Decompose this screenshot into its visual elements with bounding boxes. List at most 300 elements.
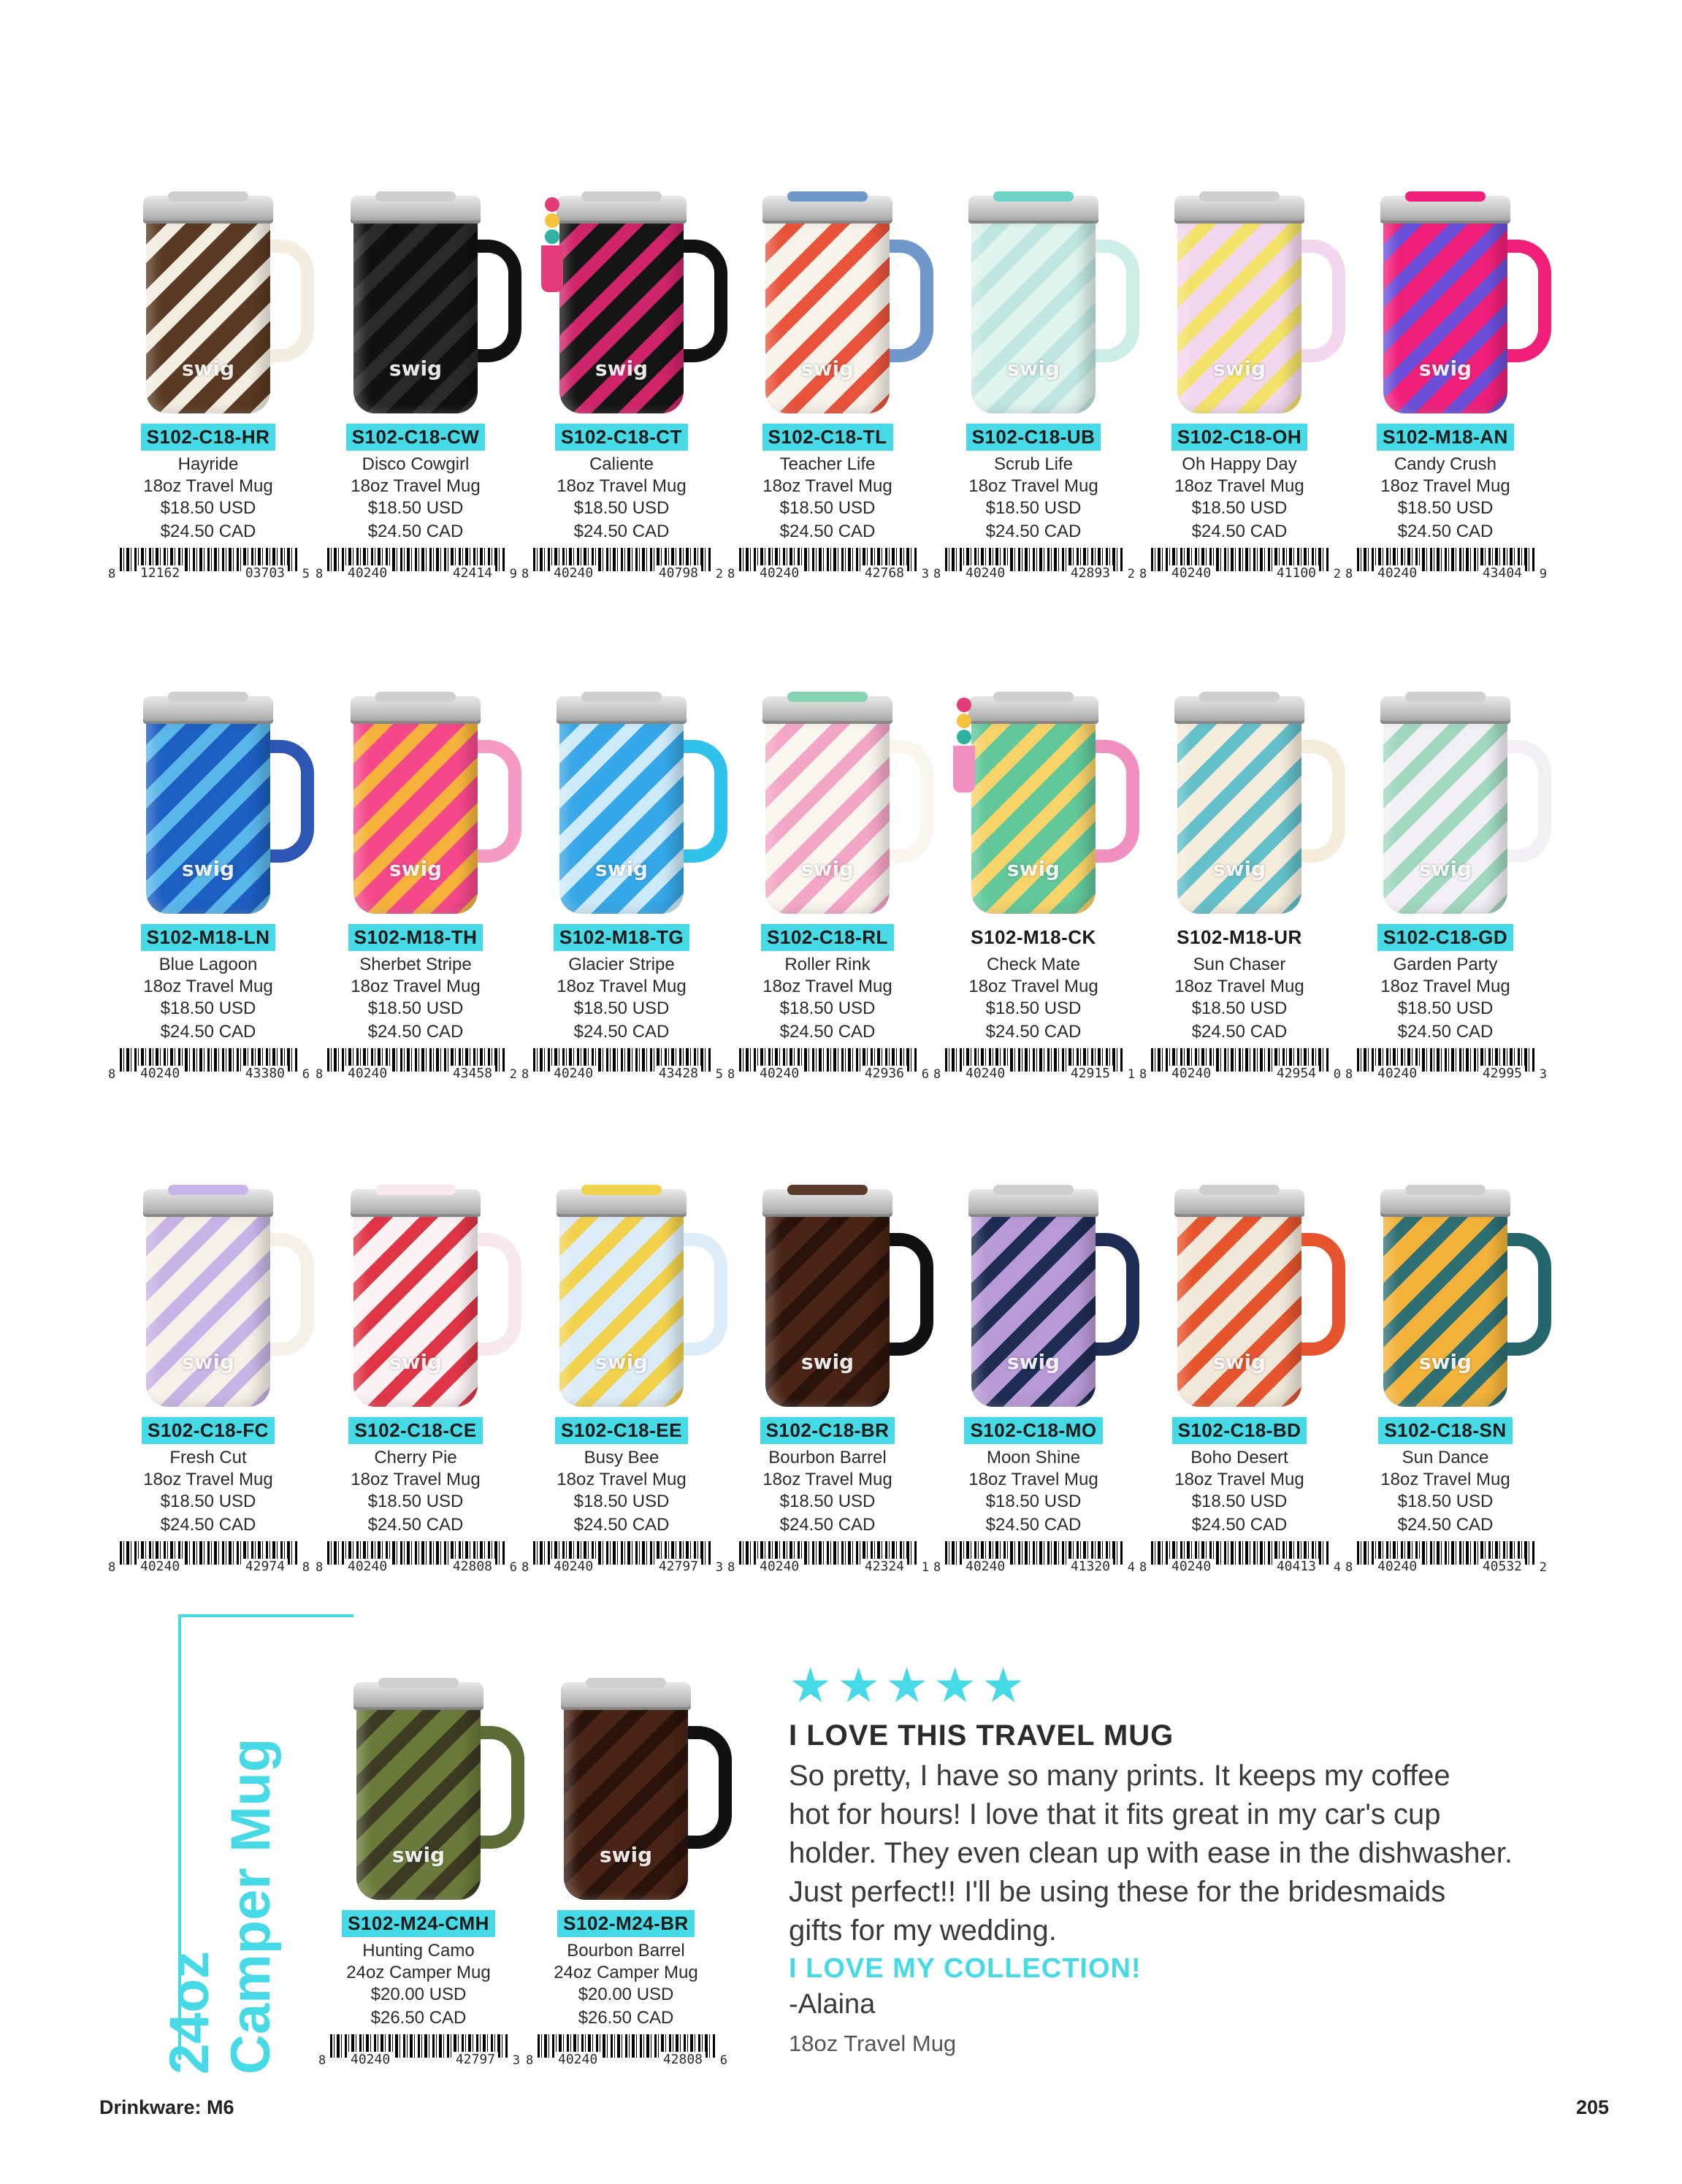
mug-image (102, 183, 314, 424)
price-usd: $18.50 USD (1191, 498, 1288, 518)
barcode-group: 40240 (551, 1559, 596, 1574)
swig-logo: swig (1212, 857, 1266, 881)
barcode-group: 42324 (862, 1559, 907, 1574)
price-cad: $24.50 CAD (1191, 1515, 1288, 1535)
barcode-digits (1169, 565, 1319, 581)
barcode-group: 40798 (656, 565, 701, 581)
product-name: Garden Party (1393, 955, 1498, 974)
product-sku (310, 424, 521, 451)
barcode-group: 42808 (450, 1559, 495, 1574)
barcode-check-digit: 1 (1127, 1067, 1135, 1082)
star-icon: ★ (885, 1657, 929, 1714)
review-body-line: gifts for my wedding. (789, 1914, 1057, 1947)
product-card (1339, 1176, 1551, 1585)
barcode-group: 40240 (137, 1066, 183, 1081)
barcode-group: 42995 (1480, 1066, 1525, 1081)
product-sku (516, 424, 727, 451)
barcode (521, 1048, 723, 1082)
price-cad: $24.50 CAD (985, 522, 1082, 541)
product-card (1134, 1176, 1345, 1585)
mug-image (722, 183, 933, 424)
price-cad: $24.50 CAD (779, 1022, 876, 1042)
barcode-group: 40240 (348, 2052, 393, 2067)
barcode-lead-digit: 8 (727, 1067, 735, 1082)
barcode-check-digit: 6 (921, 1067, 929, 1082)
barcode (1345, 1048, 1547, 1082)
barcode-group: 40240 (963, 1559, 1008, 1574)
review-body-line: So pretty, I have so many prints. It keeps my coffee (789, 1760, 1450, 1792)
product-type: 18oz Travel Mug (1380, 476, 1510, 496)
barcode-check-digit: 5 (715, 1067, 723, 1082)
barcode-group: 42974 (242, 1559, 288, 1574)
barcode (933, 1048, 1135, 1082)
mug-image (928, 1176, 1139, 1417)
review-author: -Alaina (789, 1989, 876, 2020)
review-cta: I LOVE MY COLLECTION! (789, 1953, 1142, 1984)
product-type: 24oz Camper Mug (346, 1963, 491, 1982)
barcode-group: 40413 (1274, 1559, 1319, 1574)
mug-body (356, 1704, 481, 1900)
tassel-fringe (953, 746, 975, 793)
price-usd: $18.50 USD (160, 999, 256, 1018)
lid-slider (1199, 1185, 1280, 1195)
sku-label: S102-C18-MO (964, 1417, 1102, 1444)
mug-body (559, 718, 684, 914)
barcode-lead-digit: 8 (727, 567, 735, 581)
swig-logo: swig (1212, 356, 1266, 381)
barcode-lead-digit: 8 (108, 1560, 116, 1575)
mug-body (765, 1211, 890, 1407)
product-sku (1339, 424, 1551, 451)
mug-image (1339, 683, 1551, 924)
barcode (316, 1541, 517, 1575)
barcode-group: 40240 (137, 1559, 183, 1574)
lid-slider (375, 1185, 456, 1195)
barcode-lead-digit: 8 (318, 2053, 326, 2068)
barcode-group: 40240 (1375, 1066, 1420, 1081)
product-sku (928, 924, 1139, 951)
product-sku (722, 1417, 933, 1444)
lid-slider (787, 692, 868, 702)
sku-label: S102-M18-LN (141, 924, 276, 951)
section-title-line1: 24oz (158, 1951, 221, 2074)
barcode-lead-digit: 8 (933, 567, 941, 581)
barcode-group: 43458 (450, 1066, 495, 1081)
barcode-digits (757, 565, 907, 581)
price-usd: $18.50 USD (367, 999, 464, 1018)
barcode-group: 40240 (345, 1559, 390, 1574)
barcode (108, 1048, 310, 1082)
barcode (1139, 1048, 1341, 1082)
tassel-bead (545, 213, 559, 228)
swig-logo: swig (1418, 1350, 1472, 1374)
swig-logo: swig (389, 356, 443, 381)
barcode-lead-digit: 8 (108, 567, 116, 581)
tassel-fringe (541, 245, 563, 292)
barcode-lead-digit: 8 (1139, 567, 1147, 581)
barcode-check-digit: 4 (1333, 1560, 1341, 1575)
product-card (722, 1176, 933, 1585)
swig-logo: swig (595, 857, 649, 881)
section-title-line2: Camper Mug (220, 1738, 282, 2074)
sku-label: S102-C18-SN (1378, 1417, 1512, 1444)
review-body-line: hot for hours! I love that it fits great in my car's cup (789, 1798, 1441, 1830)
barcode-group: 40240 (1169, 1066, 1214, 1081)
barcode-lead-digit: 8 (521, 1067, 530, 1082)
product-sku (1134, 424, 1345, 451)
product-card (1134, 683, 1345, 1092)
mug-body (765, 218, 890, 413)
barcode-lead-digit: 8 (933, 1067, 941, 1082)
mug-body (971, 218, 1096, 413)
barcode (933, 1541, 1135, 1575)
swig-logo: swig (595, 356, 649, 381)
lid-slider (168, 692, 248, 702)
sku-label: S102-C18-EE (555, 1417, 688, 1444)
price-cad: $24.50 CAD (1397, 522, 1494, 541)
product-card (928, 183, 1139, 592)
footer-section-label: Drinkware: M6 (99, 2096, 234, 2118)
mug-image (102, 683, 314, 924)
product-card (928, 1176, 1139, 1585)
product-sku (1134, 1417, 1345, 1444)
tassel-bead (545, 197, 559, 212)
barcode-digits (551, 1559, 701, 1574)
product-type: 18oz Travel Mug (762, 476, 892, 496)
price-cad: $24.50 CAD (1191, 1022, 1288, 1042)
barcode-digits (1375, 1066, 1525, 1081)
barcode-check-digit: 4 (1127, 1560, 1135, 1575)
mug-body (353, 218, 478, 413)
lid-slider (993, 191, 1074, 202)
swig-logo: swig (389, 857, 443, 881)
product-name: Sherbet Stripe (359, 955, 472, 974)
product-sku (1134, 924, 1345, 951)
barcode-check-digit: 3 (1539, 1067, 1547, 1082)
mug-body (564, 1704, 688, 1900)
price-usd: $18.50 USD (1397, 1492, 1494, 1511)
barcode-check-digit: 2 (1539, 1560, 1547, 1575)
barcode (1139, 548, 1341, 581)
tassel-charm (539, 197, 565, 307)
mug-image (928, 683, 1139, 924)
sku-label: S102-M24-BR (557, 1910, 695, 1937)
camper-product-card (520, 1669, 732, 2078)
mug-body (971, 1211, 1096, 1407)
product-card (722, 683, 933, 1092)
barcode (727, 1541, 929, 1575)
price-usd: $18.50 USD (1397, 999, 1494, 1018)
barcode-lead-digit: 8 (316, 1067, 324, 1082)
price-cad: $24.50 CAD (367, 522, 464, 541)
review-body-line: Just perfect!! I'll be using these for the bridesmaids (789, 1876, 1446, 1908)
barcode-group: 42797 (656, 1559, 701, 1574)
barcode-lead-digit: 8 (1345, 567, 1353, 581)
barcode (727, 1048, 929, 1082)
price-usd: $18.50 USD (160, 1492, 256, 1511)
swig-logo: swig (1006, 857, 1060, 881)
lid-slider (993, 692, 1074, 702)
price-usd: $18.50 USD (779, 498, 876, 518)
lid-slider (1199, 692, 1280, 702)
barcode-digits (757, 1066, 907, 1081)
price-cad: $24.50 CAD (779, 1515, 876, 1535)
star-icon: ★ (982, 1657, 1025, 1714)
product-name: Sun Chaser (1193, 955, 1286, 974)
barcode-group: 40240 (1169, 565, 1214, 581)
sku-label: S102-C18-GD (1377, 924, 1513, 951)
price-cad: $24.50 CAD (779, 522, 876, 541)
mug-body (1383, 718, 1507, 914)
product-card (102, 183, 314, 592)
barcode-check-digit: 2 (1333, 567, 1341, 581)
mug-body (146, 1211, 270, 1407)
product-card (310, 1176, 521, 1585)
product-name: Oh Happy Day (1182, 454, 1297, 474)
product-card (1339, 683, 1551, 1092)
product-name: Teacher Life (779, 454, 876, 474)
sku-label: S102-M18-TG (554, 924, 689, 951)
barcode-digits (963, 1066, 1113, 1081)
barcode-group: 42893 (1068, 565, 1113, 581)
barcode-group: 43380 (242, 1066, 288, 1081)
product-sku (102, 924, 314, 951)
swig-logo: swig (595, 1350, 649, 1374)
price-usd: $18.50 USD (779, 1492, 876, 1511)
tassel-bead (545, 229, 559, 244)
lid-slider (581, 1185, 662, 1195)
barcode-group: 40240 (1375, 1559, 1420, 1574)
mug-body (559, 218, 684, 413)
lid-slider (586, 1678, 666, 1688)
barcode-check-digit: 3 (921, 567, 929, 581)
product-type: 18oz Travel Mug (143, 476, 273, 496)
product-type: 18oz Travel Mug (557, 977, 687, 996)
price-cad: $26.50 CAD (370, 2008, 467, 2028)
barcode-lead-digit: 8 (1345, 1560, 1353, 1575)
product-name: Disco Cowgirl (362, 454, 470, 474)
product-name: Fresh Cut (169, 1448, 247, 1467)
mug-image (520, 1669, 732, 1910)
product-name: Roller Rink (784, 955, 871, 974)
barcode (1139, 1541, 1341, 1575)
barcode-group: 42768 (862, 565, 907, 581)
section-rule-horizontal (178, 1614, 353, 1617)
tassel-bead (957, 698, 971, 712)
mug-image (1134, 183, 1345, 424)
lid-slider (168, 191, 248, 202)
product-type: 18oz Travel Mug (1174, 977, 1304, 996)
barcode-check-digit: 9 (509, 567, 517, 581)
price-cad: $26.50 CAD (578, 2008, 674, 2028)
barcode-check-digit: 3 (512, 2053, 520, 2068)
product-sku (516, 924, 727, 951)
barcode-group: 42797 (453, 2052, 498, 2067)
barcode-group: 12162 (137, 565, 183, 581)
mug-image (516, 1176, 727, 1417)
mug-image (102, 1176, 314, 1417)
barcode-lead-digit: 8 (108, 1067, 116, 1082)
product-sku (102, 424, 314, 451)
price-cad: $24.50 CAD (1397, 1022, 1494, 1042)
swig-logo: swig (391, 1843, 446, 1867)
mug-image (722, 683, 933, 924)
barcode (1345, 548, 1547, 581)
barcode-digits (1375, 565, 1525, 581)
product-name: Moon Shine (986, 1448, 1081, 1467)
mug-image (722, 1176, 933, 1417)
product-type: 18oz Travel Mug (1380, 977, 1510, 996)
price-cad: $24.50 CAD (573, 522, 670, 541)
price-cad: $24.50 CAD (573, 1515, 670, 1535)
product-name: Caliente (589, 454, 654, 474)
swig-logo: swig (389, 1350, 443, 1374)
product-type: 24oz Camper Mug (554, 1963, 698, 1982)
product-type: 18oz Travel Mug (968, 1470, 1098, 1489)
sku-label: S102-M24-CMH (342, 1910, 495, 1937)
star-icon: ★ (933, 1657, 977, 1714)
barcode-group: 42954 (1274, 1066, 1319, 1081)
swig-logo: swig (181, 1350, 235, 1374)
product-name: Hunting Camo (362, 1941, 475, 1960)
mug-body (1383, 1211, 1507, 1407)
section-title-camper-mug (158, 1665, 282, 2074)
swig-logo: swig (1418, 857, 1472, 881)
barcode-check-digit: 6 (509, 1560, 517, 1575)
sku-label: S102-C18-HR (141, 424, 276, 451)
lid-slider (1405, 191, 1486, 202)
barcode-check-digit: 2 (509, 1067, 517, 1082)
barcode-lead-digit: 8 (727, 1560, 735, 1575)
barcode (933, 548, 1135, 581)
product-sku (1339, 924, 1551, 951)
product-name: Hayride (177, 454, 239, 474)
swig-logo: swig (181, 857, 235, 881)
barcode (526, 2034, 727, 2068)
barcode-group: 41100 (1274, 565, 1319, 581)
swig-logo: swig (800, 356, 855, 381)
price-usd: $18.50 USD (985, 1492, 1082, 1511)
barcode (521, 548, 723, 581)
price-cad: $24.50 CAD (1191, 522, 1288, 541)
barcode-lead-digit: 8 (1139, 1067, 1147, 1082)
price-usd: $18.50 USD (985, 999, 1082, 1018)
barcode-group: 40240 (963, 1066, 1008, 1081)
tassel-bead (957, 714, 971, 728)
product-type: 18oz Travel Mug (1174, 476, 1304, 496)
product-name: Boho Desert (1190, 1448, 1288, 1467)
mug-image (928, 183, 1139, 424)
mug-body (1177, 718, 1301, 914)
product-sku (310, 924, 521, 951)
barcode-group: 40240 (345, 1066, 390, 1081)
product-card (310, 683, 521, 1092)
mug-body (353, 718, 478, 914)
product-sku (310, 1417, 521, 1444)
swig-logo: swig (800, 1350, 855, 1374)
product-sku (520, 1910, 732, 1937)
star-icon: ★ (837, 1657, 881, 1714)
sku-label: S102-C18-CW (346, 424, 486, 451)
review-heading: I LOVE THIS TRAVEL MUG (789, 1719, 1174, 1752)
product-card (516, 1176, 727, 1585)
product-card (516, 183, 727, 592)
price-usd: $20.00 USD (578, 1985, 674, 2004)
barcode-group: 42414 (450, 565, 495, 581)
product-card (1134, 183, 1345, 592)
barcode-group: 40240 (551, 565, 596, 581)
barcode-group: 42915 (1068, 1066, 1113, 1081)
barcode-check-digit: 5 (302, 567, 310, 581)
mug-image (310, 183, 521, 424)
barcode-digits (348, 2052, 498, 2067)
barcode-check-digit: 6 (302, 1067, 310, 1082)
tassel-charm (951, 698, 977, 807)
product-type: 18oz Travel Mug (1380, 1470, 1510, 1489)
product-type: 18oz Travel Mug (143, 1470, 273, 1489)
mug-image (313, 1669, 524, 1910)
barcode-group: 40532 (1480, 1559, 1525, 1574)
lid-slider (378, 1678, 459, 1688)
lid-slider (375, 191, 456, 202)
barcode-group: 40240 (757, 1559, 802, 1574)
price-usd: $18.50 USD (1191, 999, 1288, 1018)
price-usd: $18.50 USD (985, 498, 1082, 518)
barcode-group: 40240 (1169, 1559, 1214, 1574)
price-usd: $18.50 USD (1191, 1492, 1288, 1511)
barcode (108, 1541, 310, 1575)
product-card (516, 683, 727, 1092)
mug-image (516, 183, 727, 424)
product-name: Sun Dance (1402, 1448, 1489, 1467)
barcode-check-digit: 3 (715, 1560, 723, 1575)
lid-slider (1405, 692, 1486, 702)
camper-product-card (313, 1669, 524, 2078)
product-type: 18oz Travel Mug (968, 977, 1098, 996)
swig-logo: swig (1418, 356, 1472, 381)
barcode-group: 40240 (757, 565, 802, 581)
mug-body (1177, 1211, 1301, 1407)
product-sku (313, 1910, 524, 1937)
price-cad: $24.50 CAD (1397, 1515, 1494, 1535)
review-body (789, 1757, 1592, 1950)
product-sku (516, 1417, 727, 1444)
product-name: Cherry Pie (374, 1448, 457, 1467)
barcode-lead-digit: 8 (933, 1560, 941, 1575)
mug-image (1134, 683, 1345, 924)
barcode-lead-digit: 8 (316, 1560, 324, 1575)
barcode-digits (345, 565, 495, 581)
sku-label: S102-M18-CK (971, 926, 1096, 948)
product-name: Busy Bee (584, 1448, 660, 1467)
product-card (722, 183, 933, 592)
product-sku (928, 424, 1139, 451)
product-name: Scrub Life (993, 454, 1074, 474)
mug-body (765, 718, 890, 914)
swig-logo: swig (1212, 1350, 1266, 1374)
price-usd: $18.50 USD (573, 1492, 670, 1511)
barcode-lead-digit: 8 (1345, 1067, 1353, 1082)
price-cad: $24.50 CAD (367, 1515, 464, 1535)
mug-image (1339, 1176, 1551, 1417)
barcode-digits (1169, 1559, 1319, 1574)
barcode-digits (757, 1559, 907, 1574)
sku-label: S102-M18-AN (1377, 424, 1514, 451)
page-number: 205 (1576, 2096, 1610, 2118)
barcode-group: 40240 (963, 565, 1008, 581)
barcode-digits (345, 1559, 495, 1574)
swig-logo: swig (800, 857, 855, 881)
